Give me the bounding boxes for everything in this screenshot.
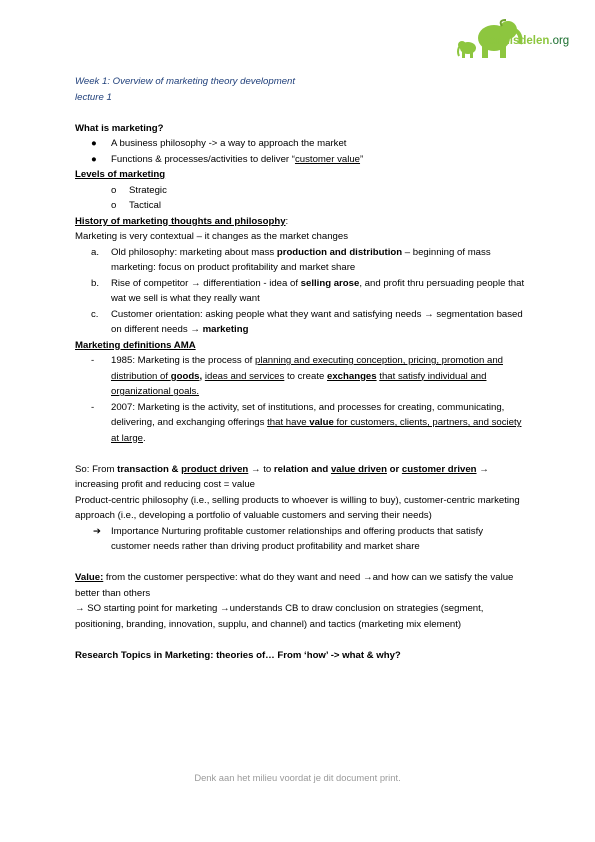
list-marker: - <box>91 401 95 413</box>
bold-term: value <box>309 417 334 428</box>
text-span: from the customer perspective: what do they want and need <box>103 572 363 583</box>
text-span: SO starting point for marketing <box>84 603 221 614</box>
text-span: Rise of competitor <box>111 277 191 289</box>
list-item <box>75 524 525 555</box>
list-item <box>75 276 525 307</box>
list-item <box>75 307 525 338</box>
list-item <box>75 183 525 199</box>
text-span: . <box>143 432 146 444</box>
text-span: differentiation - idea of <box>200 277 301 289</box>
arrow-icon: → <box>248 463 264 475</box>
lecture-title: lecture 1 <box>75 91 112 103</box>
bold-term: or <box>386 463 402 475</box>
bold-term: goods, <box>170 370 203 382</box>
bold-term: marketing <box>199 324 249 335</box>
logo-wordmark <box>481 35 569 47</box>
underlined-text: for customers, clients, partners, and society at large <box>111 417 522 444</box>
bullet-text: A business philosophy -> a way to approach the market <box>111 138 347 149</box>
spacer <box>75 446 525 462</box>
bold-term: exchanges <box>327 370 377 382</box>
document-body <box>75 74 525 663</box>
kennisdelen-logo <box>456 16 578 60</box>
text-span: to create <box>284 370 327 382</box>
arrow-icon: → <box>362 572 373 583</box>
list-item <box>75 245 525 276</box>
history-item-a <box>75 245 525 276</box>
text-span: understands CB to draw conclusion on strategies (segment, positioning, branding, innovation, supplu, and channel) and tactics (marketing mix element) <box>75 603 484 630</box>
underlined-text: that have <box>267 417 310 428</box>
text-span: : <box>285 215 289 227</box>
underlined-text: that satisfy individual and organizational goals. <box>111 370 487 397</box>
spacer <box>75 555 525 571</box>
bullet-text <box>75 152 525 168</box>
text-span: to <box>263 463 274 475</box>
ama-1985 <box>75 353 525 400</box>
list-marker: o <box>111 200 117 211</box>
level-item: Tactical <box>129 200 161 211</box>
customer-value-term: customer value <box>294 153 361 165</box>
importance-text: Importance Nurturing profitable customer relationships and offering products that satisfy customer needs rather than driving product profitability and market share <box>111 525 484 552</box>
bullet-icon: ● <box>91 138 97 149</box>
so-paragraph <box>75 462 525 493</box>
history-heading-text: History of marketing thoughts and philosophy <box>75 215 286 227</box>
history-heading <box>75 214 525 230</box>
text-span: , and profit thru persuading people that wat we sell is what they really want <box>111 277 525 304</box>
bullet-icon: ● <box>91 153 97 165</box>
product-centric-paragraph: Product-centric philosophy (i.e., selling products to whoever is willing to buy), customer-centric marketing approach (i.e., developing a portfolio of valuable customers and serving their needs) <box>75 494 520 521</box>
spacer <box>75 632 525 648</box>
arrow-icon: → <box>190 324 200 335</box>
what-is-marketing-heading: What is marketing? <box>75 122 164 134</box>
text-span: So: From <box>75 463 118 475</box>
list-item <box>75 152 525 168</box>
arrow-icon: → <box>220 603 230 614</box>
level-item: Strategic <box>129 184 167 196</box>
arrow-icon: → <box>424 308 434 320</box>
text-span: increasing profit and reducing cost = value <box>75 479 255 490</box>
bold-term: transaction & <box>117 463 182 475</box>
arrow-icon: → <box>75 603 85 614</box>
bold-term: production and distribution <box>276 246 403 258</box>
week-title: Week 1: Overview of marketing theory development <box>75 76 296 87</box>
bold-term: selling arose <box>300 277 360 289</box>
text-span: Functions & processes/activities to deliver “ <box>111 153 295 165</box>
text-span: ” <box>360 153 364 165</box>
text-span: 1985: Marketing is the process of <box>111 355 255 366</box>
bold-term: relation and <box>273 463 331 475</box>
list-marker: c. <box>91 308 99 320</box>
history-item-b <box>75 276 525 307</box>
underlined-text: ideas and services <box>204 370 285 382</box>
spacer <box>75 105 525 121</box>
footer-note: Denk aan het milieu voordat je dit document print. <box>194 772 401 783</box>
bold-term: value driven <box>330 463 387 475</box>
list-item <box>75 198 525 214</box>
so-starting-point <box>75 601 525 632</box>
research-topics-heading: Research Topics in Marketing: theories of… From ‘how’ -> what & why? <box>75 649 401 661</box>
list-marker: - <box>91 355 95 366</box>
ama-heading: Marketing definitions AMA <box>75 339 196 351</box>
logo-name: Kennisdelen <box>481 35 550 47</box>
bold-term: customer driven <box>401 463 477 475</box>
levels-heading: Levels of marketing <box>75 169 166 180</box>
text-span: and how can we satisfy the value better than others <box>75 572 514 599</box>
text-span: segmentation based on different needs <box>111 308 523 335</box>
arrow-icon: → <box>190 277 201 289</box>
ama-2007 <box>75 400 525 447</box>
text-span: 2007: Marketing is the activity, set of institutions, and processes for creating, communicating, delivering, and exchanging offerings <box>111 401 505 428</box>
logo-tld: .org <box>549 35 570 47</box>
list-item <box>75 136 525 152</box>
list-marker: o <box>111 184 117 196</box>
underlined-text: planning and executing conception, pricing, promotion and distribution of <box>111 355 503 382</box>
text-span: – beginning of mass marketing: focus on product profitability and market share <box>111 246 491 273</box>
value-label: Value: <box>75 572 104 583</box>
text-span: Old philosophy: marketing about mass <box>111 246 277 258</box>
list-item <box>75 353 525 400</box>
list-marker: b. <box>91 277 100 289</box>
text-span: Customer orientation: asking people what they want and satisfying needs <box>111 308 425 320</box>
history-intro: Marketing is very contextual – it changes as the market changes <box>75 231 349 242</box>
list-marker: a. <box>91 246 100 258</box>
value-paragraph <box>75 570 525 601</box>
bold-term: product driven <box>181 463 249 475</box>
history-item-c <box>75 307 525 338</box>
arrow-icon: → <box>476 463 489 475</box>
list-item <box>75 400 525 447</box>
arrow-bullet-icon: ➔ <box>93 525 102 537</box>
